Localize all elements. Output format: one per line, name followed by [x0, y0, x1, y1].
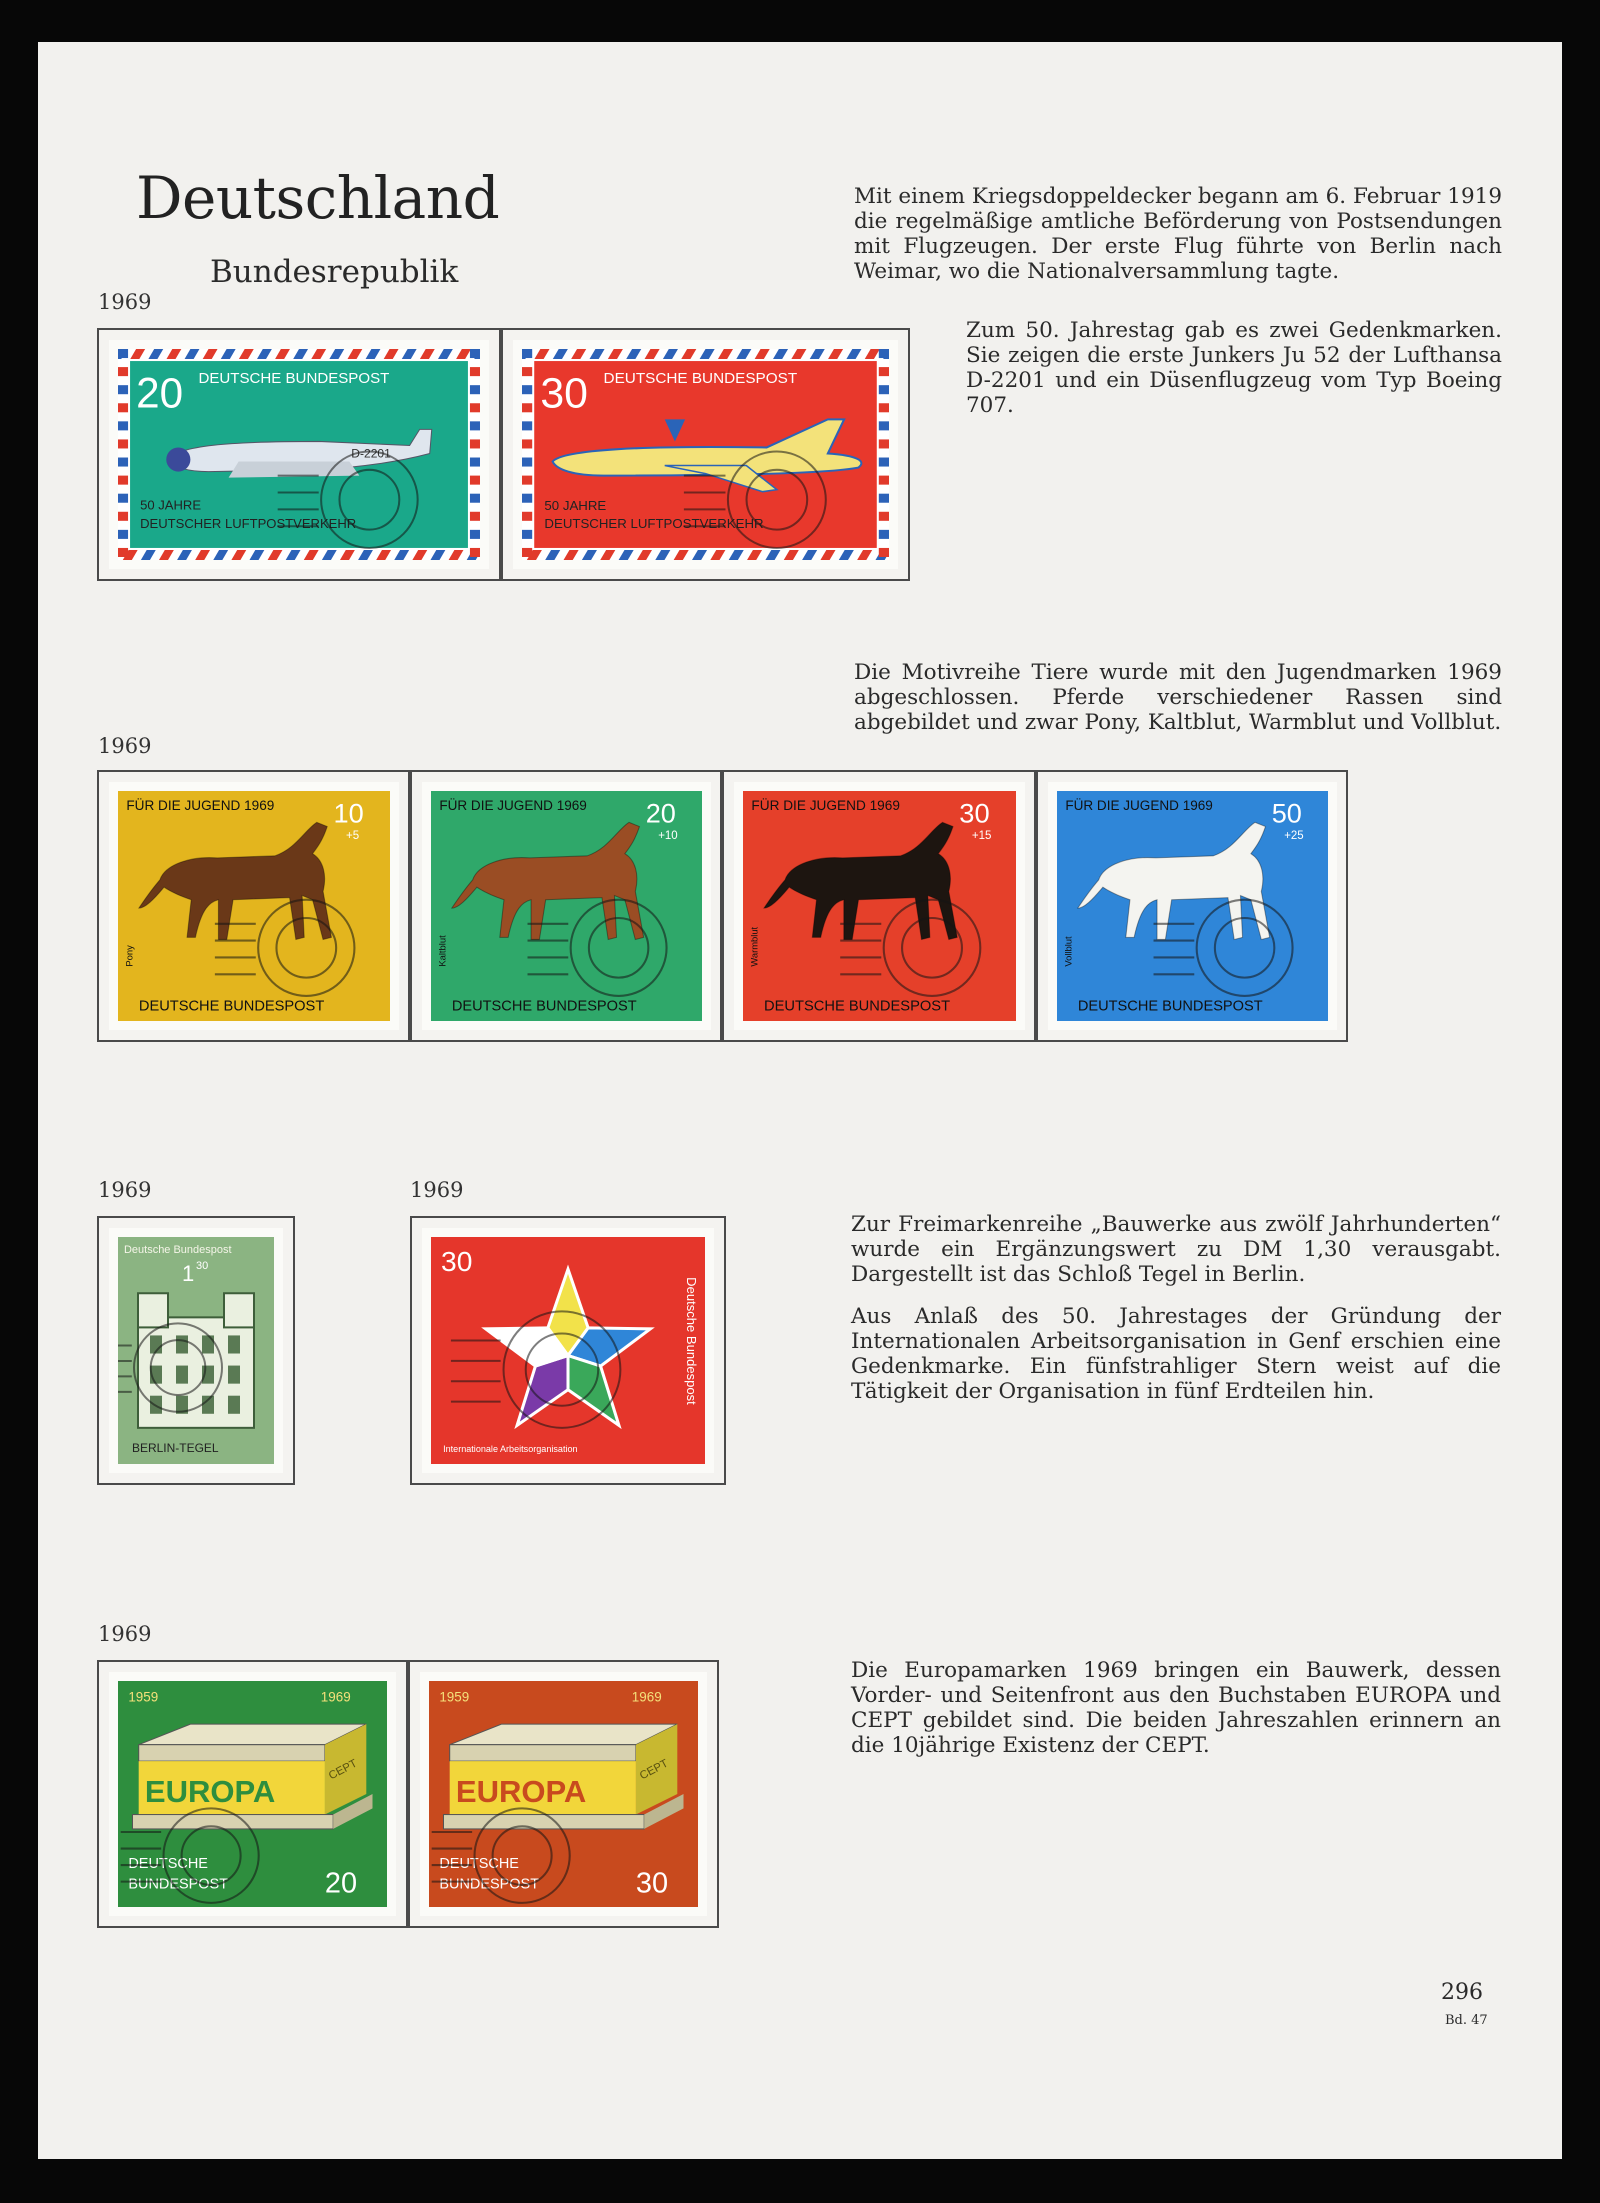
section-year: 1969 [410, 1178, 464, 1202]
stamp-mount [722, 770, 1036, 1042]
horse-breed-label: Kaltblut [436, 935, 448, 967]
stamp-value: 50 [1271, 797, 1302, 829]
stamp-mount [501, 328, 910, 581]
section-text: Aus Anlaß des 50. Jahrestages der Gründung der Internationalen Arbeitsorganisation in Genf erschien eine Gedenkmarke. Ein fünfstrahliger Stern weist auf die Tätigkeit der Organisation in fünf Erdteilen hin. [851, 1304, 1501, 1404]
stamp-surcharge: +15 [971, 830, 992, 843]
stamp-year: 1969 [631, 1689, 662, 1705]
stamp-caption: DEUTSCHER LUFTPOSTVERKEHR [544, 515, 764, 531]
stamp-value-cents: 30 [196, 1260, 209, 1273]
page-subtitle: Bundesrepublik [210, 254, 459, 290]
stamp-issuer: DEUTSCHE [128, 1856, 208, 1872]
volume-label: Bd. 47 [1445, 2013, 1488, 2028]
stamp-issue-title: FÜR DIE JUGEND 1969 [126, 797, 275, 813]
stamp-mount [97, 1216, 295, 1485]
stamp-airmail-30 [513, 340, 898, 569]
stamp-value: 20 [645, 797, 676, 829]
stamp-year: 1959 [128, 1689, 159, 1705]
section-text: Mit einem Kriegsdoppeldecker begann am 6. Februar 1919 die regelmäßige amtliche Beförderung von Postsendungen mit Flugzeugen. Der erste Flug führte von Berlin nach Weimar, wo die Nationalversammlung tagte. [854, 184, 1502, 284]
stamp-mount [410, 770, 722, 1042]
stamp-value: 20 [136, 369, 184, 417]
stamp-issue-title: FÜR DIE JUGEND 1969 [1065, 797, 1213, 813]
stamp-value: 30 [635, 1867, 669, 1900]
stamp-horse-kaltblut [422, 782, 711, 1030]
stamp-mount [408, 1660, 719, 1928]
stamp-schloss-tegel [109, 1228, 283, 1473]
section-text: Die Motivreihe Tiere wurde mit den Jugendmarken 1969 abgeschlossen. Pferde verschiedener Rassen sind abgebildet und zwar Pony, Kaltblut, Warmblut und Vollblut. [854, 660, 1502, 735]
stamp-issuer: DEUTSCHE BUNDESPOST [603, 370, 798, 388]
horse-breed-label: Warmblut [748, 926, 760, 967]
section-text: Die Europamarken 1969 bringen ein Bauwerk, dessen Vorder- und Seitenfront aus den Buchstaben EUROPA und CEPT gebildet sind. Die beiden Jahreszahlen erinnern an die 10jährige Existenz der CEPT. [851, 1658, 1501, 1758]
stamp-horse-warmblut [734, 782, 1025, 1030]
stamp-europa-20 [109, 1672, 396, 1916]
stamp-issuer: DEUTSCHE BUNDESPOST [1077, 998, 1263, 1015]
stamp-issuer: DEUTSCHE BUNDESPOST [138, 998, 325, 1015]
stamp-issuer: DEUTSCHE BUNDESPOST [451, 998, 637, 1015]
stamp-caption: Internationale Arbeitsorganisation [443, 1443, 578, 1454]
stamp-ilo-star [422, 1228, 714, 1473]
cept-letters: CEPT [637, 1757, 671, 1783]
stamp-horse-pony [109, 782, 399, 1030]
stamp-value: 30 [540, 370, 588, 418]
stamp-value: 10 [333, 797, 364, 829]
stamp-airmail-20 [109, 340, 489, 569]
stamp-mount [97, 1660, 408, 1928]
stamp-year: 1969 [320, 1689, 351, 1705]
europa-letters: EUROPA [144, 1774, 276, 1810]
stamp-horse-vollblut [1048, 782, 1337, 1030]
stamp-issuer: BUNDESPOST [128, 1876, 229, 1893]
stamp-issuer: Deutsche Bundespost [683, 1277, 699, 1405]
stamp-value: 30 [441, 1246, 473, 1278]
album-page [38, 42, 1562, 2159]
section-text: Zur Freimarkenreihe „Bauwerke aus zwölf Jahrhunderten“ wurde ein Ergänzungswert zu DM 1,30 verausgabt. Dargestellt ist das Schloß Tegel in Berlin. [851, 1212, 1501, 1287]
aircraft-registration: D-2201 [351, 446, 391, 461]
stamp-caption: 50 JAHRE [544, 497, 607, 513]
stamp-issue-title: FÜR DIE JUGEND 1969 [439, 797, 587, 813]
page-number: 296 [1441, 1980, 1483, 2005]
stamp-year: 1959 [439, 1689, 470, 1705]
europa-letters: EUROPA [455, 1774, 587, 1810]
section-year: 1969 [98, 1622, 152, 1646]
horse-breed-label: Vollblut [1062, 936, 1074, 967]
section-year: 1969 [98, 734, 152, 758]
stamp-mount [410, 1216, 726, 1485]
stamp-issuer: Deutsche Bundespost [124, 1244, 232, 1257]
stamp-surcharge: +10 [658, 830, 678, 843]
stamp-issuer: DEUTSCHE [439, 1856, 519, 1872]
stamp-caption: BERLIN-TEGEL [132, 1440, 219, 1455]
stamp-issuer: BUNDESPOST [439, 1876, 540, 1893]
stamp-surcharge: +5 [346, 830, 360, 843]
horse-breed-label: Pony [123, 945, 135, 967]
cept-letters: CEPT [326, 1757, 360, 1783]
page-title: Deutschland [136, 164, 500, 232]
stamp-surcharge: +25 [1284, 830, 1304, 843]
stamp-value: 1 [182, 1261, 195, 1287]
stamp-europa-30 [420, 1672, 707, 1916]
stamp-caption: 50 JAHRE [140, 497, 202, 513]
stamp-issuer: DEUTSCHE BUNDESPOST [764, 998, 951, 1015]
stamp-issuer: DEUTSCHE BUNDESPOST [198, 370, 390, 388]
stamp-mount [97, 770, 410, 1042]
section-year: 1969 [98, 290, 152, 314]
stamp-issue-title: FÜR DIE JUGEND 1969 [751, 797, 900, 813]
stamp-mount [97, 328, 501, 581]
stamp-value: 30 [959, 797, 990, 829]
stamp-caption: DEUTSCHER LUFTPOSTVERKEHR [140, 515, 357, 531]
stamp-value: 20 [324, 1867, 358, 1900]
stamp-mount [1036, 770, 1348, 1042]
section-text: Zum 50. Jahrestag gab es zwei Gedenkmarken. Sie zeigen die erste Junkers Ju 52 der Lufthansa D-2201 und ein Düsenflugzeug vom Typ Boeing 707. [966, 318, 1502, 418]
section-year: 1969 [98, 1178, 152, 1202]
